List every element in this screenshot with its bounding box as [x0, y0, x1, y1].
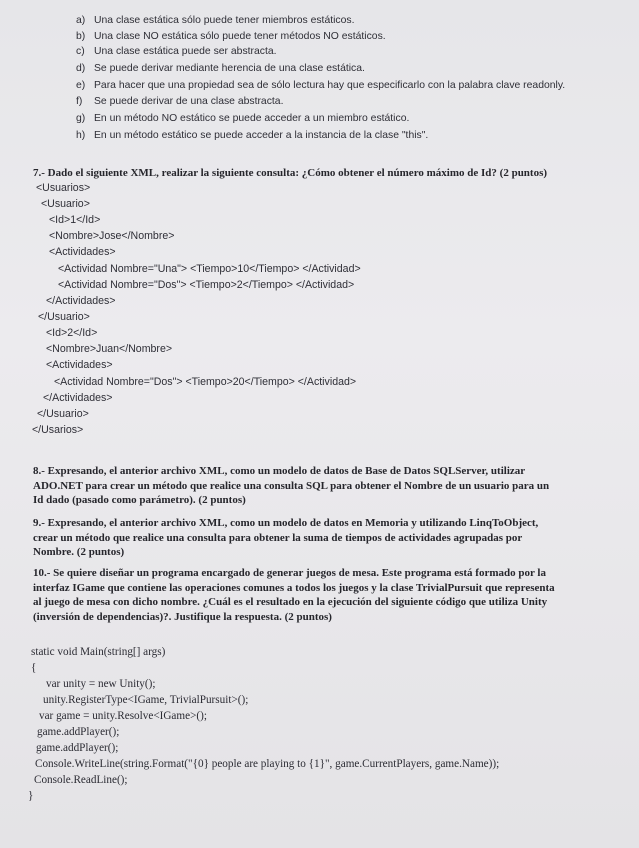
code-line: var game = unity.Resolve<IGame>(); [39, 710, 207, 722]
xml-line: <Nombre>Jose</Nombre> [49, 230, 175, 242]
code-line: } [28, 790, 34, 802]
xml-line: <Actividades> [46, 359, 113, 371]
option-f: f) Se puede derivar de una clase abstracta. [76, 96, 284, 107]
code-line: Console.ReadLine(); [34, 774, 128, 786]
code-line: var unity = new Unity(); [46, 678, 156, 690]
xml-line: </Actividades> [43, 392, 113, 404]
option-h: h) En un método estático se puede acceder a la instancia de la clase "this". [76, 130, 429, 141]
xml-line: <Usuario> [41, 198, 90, 210]
option-e: e) Para hacer que una propiedad sea de sólo lectura hay que especificarlo con la palabra clave readonly. [76, 80, 566, 91]
xml-line: <Id>1</Id> [49, 214, 101, 226]
xml-line: </Actividades> [46, 295, 116, 307]
question-8: 8.- Expresando, el anterior archivo XML, como un modelo de datos de Base de Datos SQLServer, utilizar ADO.NET para crear un método que realice una consulta SQL para obtener el Nombre de un usuario para un Id dado (pasado como parámetro). (2 puntos) [33, 465, 550, 507]
xml-line: <Actividad Nombre="Una"> <Tiempo>10</Tiempo> </Actividad> [58, 263, 361, 275]
question-7-title: 7.- Dado el siguiente XML, realizar la siguiente consulta: ¿Cómo obtener el número máximo de Id? (2 puntos) [33, 167, 548, 179]
option-g: g) En un método NO estático se puede acceder a un miembro estático. [76, 113, 410, 124]
option-a: a) Una clase estática sólo puede tener miembros estáticos. [76, 15, 355, 26]
question-9: 9.- Expresando, el anterior archivo XML, como un modelo de datos en Memoria y utilizando LinqToObject, crear un método que realice una consulta para obtener la suma de tiempos de actividades agrupadas por Nombre. (2 puntos) [33, 517, 539, 559]
question-10: 10.- Se quiere diseñar un programa encargado de generar juegos de mesa. Este programa está formado por la interfaz IGame que contiene las operaciones comunes a todos los juegos y la clase TrivialPursuit que representa al juego de mesa con dicho nombre. ¿Cuál es el resultado en la ejecución del siguiente código que utiliza Unity (inversión de dependencias)?. Justifique la respuesta. (2 puntos) [33, 567, 555, 623]
option-b: b) Una clase NO estática sólo puede tener métodos NO estáticos. [76, 31, 386, 42]
option-c: c) Una clase estática puede ser abstracta. [76, 46, 277, 57]
code-line: static void Main(string[] args) [31, 646, 166, 658]
code-line: game.addPlayer(); [37, 726, 120, 738]
xml-line: </Usuario> [38, 311, 90, 323]
xml-line: <Id>2</Id> [46, 327, 98, 339]
code-line: unity.RegisterType<IGame, TrivialPursuit>(); [43, 694, 249, 706]
xml-line: <Actividad Nombre="Dos"> <Tiempo>20</Tiempo> </Actividad> [54, 376, 357, 388]
xml-line: <Actividad Nombre="Dos"> <Tiempo>2</Tiempo> </Actividad> [58, 279, 355, 291]
xml-line: </Usuario> [37, 408, 89, 420]
code-line: game.addPlayer(); [36, 742, 119, 754]
code-line: { [31, 662, 37, 674]
xml-line: <Usuarios> [36, 182, 91, 194]
xml-line: <Nombre>Juan</Nombre> [46, 343, 173, 355]
xml-line: </Usarios> [32, 424, 84, 436]
xml-line: <Actividades> [49, 246, 116, 258]
code-line: Console.WriteLine(string.Format("{0} people are playing to {1}", game.CurrentPlayers, game.Name)); [35, 758, 500, 770]
option-d: d) Se puede derivar mediante herencia de una clase estática. [76, 63, 365, 74]
